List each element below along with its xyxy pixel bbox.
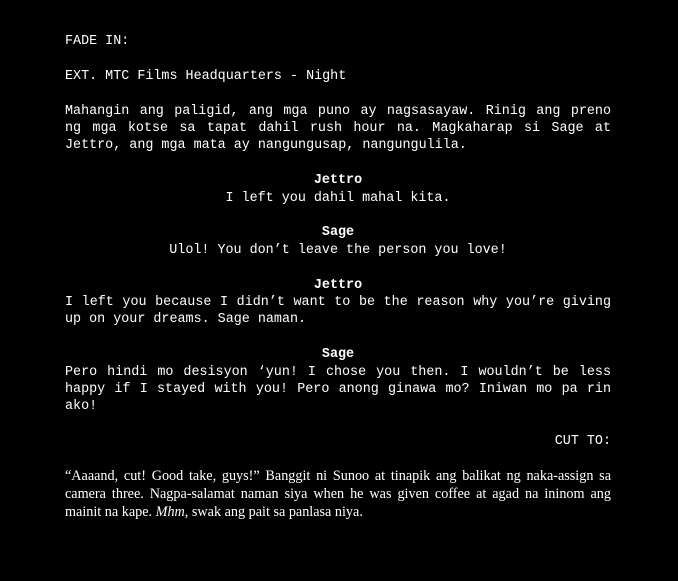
prose-emphasis: Mhm, (155, 503, 189, 520)
character-name-jettro-1: Jettro (313, 173, 363, 189)
dialogue-line-sage-2: Pero hindi mo desisyon ‘yun! I chose you then. I wouldn’t be less happy if I stayed with you! Pero anong ginawa mo? Iniwan mo pa rin ako! (65, 364, 611, 415)
character-name-sage-1: Sage (321, 225, 355, 241)
character-name-jettro-2: Jettro (313, 277, 363, 293)
transition-fade-in: FADE IN: (65, 34, 130, 49)
dialogue-line-sage-1: Ulol! You don’t leave the person you love! (169, 242, 507, 258)
prose-text-end: swak ang pait sa panlasa niya. (188, 503, 363, 520)
dialogue-line-jettro-1: I left you dahil mahal kita. (225, 190, 451, 206)
action-paragraph: Mahangin ang paligid, ang mga puno ay nagsasayaw. Rinig ang preno ng mga kotse sa tapat dahil rush hour na. Magkaharap si Sage at Jettro, ang mga mata ay nangungusap, nangungulila. (65, 103, 611, 154)
scene-heading: EXT. MTC Films Headquarters - Night (65, 68, 347, 84)
screenplay-page (65, 33, 611, 521)
dialogue-line-jettro-2: I left you because I didn’t want to be the reason why you’re giving up on your dreams. Sage naman. (65, 295, 611, 328)
prose-text-start: “Aaaand, cut! Good take, guys!” Banggit ni Sunoo at tinapik ang balikat ng naka-assign sa camera three. Nagpa-salamat naman siya when he was given coffee at agad na ininom ang mainit na kape. (65, 467, 611, 520)
transition-cut-to: CUT TO: (554, 434, 611, 450)
character-name-sage-2: Sage (321, 347, 355, 363)
prose-paragraph (65, 467, 611, 521)
